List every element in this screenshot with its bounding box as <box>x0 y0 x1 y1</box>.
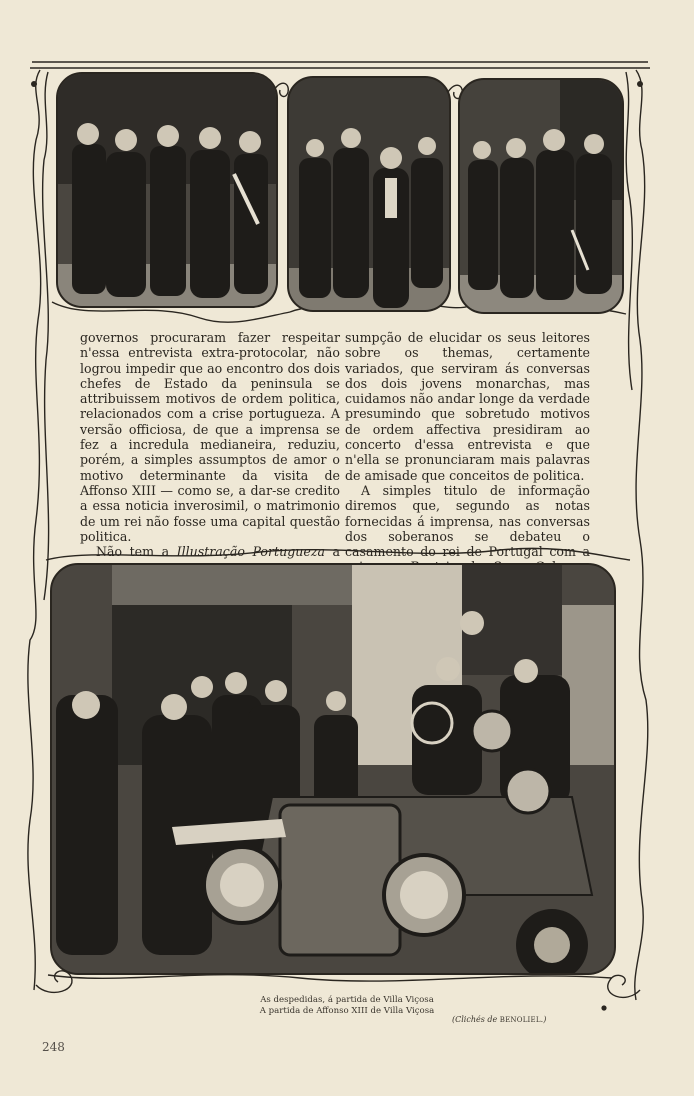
photo-farewell-left <box>56 72 278 308</box>
caption-line: As despedidas, á partida de Villa Viçosa <box>260 995 434 1005</box>
credit-suffix: .) <box>540 1015 547 1024</box>
photo-illustration <box>52 565 614 973</box>
article-column-left <box>80 330 340 575</box>
article-paragraph: A simples titulo de informação diremos que, segundo as notas fornecidas á imprensa, nas conversas dos soberanos se debateu o casamento do rei de Portugal com a <box>345 482 590 560</box>
photo-illustration <box>58 74 276 306</box>
article-paragraph: sumpção de elucidar os seus leitores sobre os themas, certamente variados, que serviram ás conversas dos dois jovens monarchas, mas cuidamos não andar longe da verdade presumindo que sobretudo motivos de ordem affectiva presidiram ao concerto d'essa entrevista e que n'ella se pronunciaram mais palavras de amisade que conceitos de politica. <box>345 330 590 483</box>
photo-departure-car <box>50 563 616 975</box>
credit-prefix: (Clichés de <box>452 1015 500 1024</box>
photo-caption <box>0 995 694 1017</box>
caption-line: A partida de Affonso XIII de Villa Viçosa <box>259 1006 435 1016</box>
photo-farewell-center <box>287 76 451 312</box>
text-run: Não tem a <box>96 544 177 560</box>
publication-title: Illustração Portugueza <box>176 544 325 560</box>
text-run: a <box>332 544 340 560</box>
article-paragraph: governos procuraram fazer respeitar n'essa entrevista extra-protocolar, não logrou impedir que ao encontro dos dois chefes de Estado da peninsula se attribuissem motivos de ordem politica, relacionados com a crise portugueza. A versão officiosa, de que a imprensa se fez a incredula medianeira, reduziu, porém, a simples assumptos de amor o motivo determinante da visita de Affonso XIII — como se, a dar-se credito a essa noticia inverosimil, o matrimonio de um rei não fosse uma capital questão politica. <box>80 330 340 544</box>
photographer-name: BENOLIEL <box>499 1016 541 1024</box>
photo-credit <box>452 1015 546 1024</box>
page-number: 248 <box>42 1040 65 1054</box>
photo-illustration <box>460 80 622 312</box>
article-column-right <box>345 330 590 590</box>
photo-illustration <box>289 78 449 310</box>
photo-farewell-right <box>458 78 624 314</box>
